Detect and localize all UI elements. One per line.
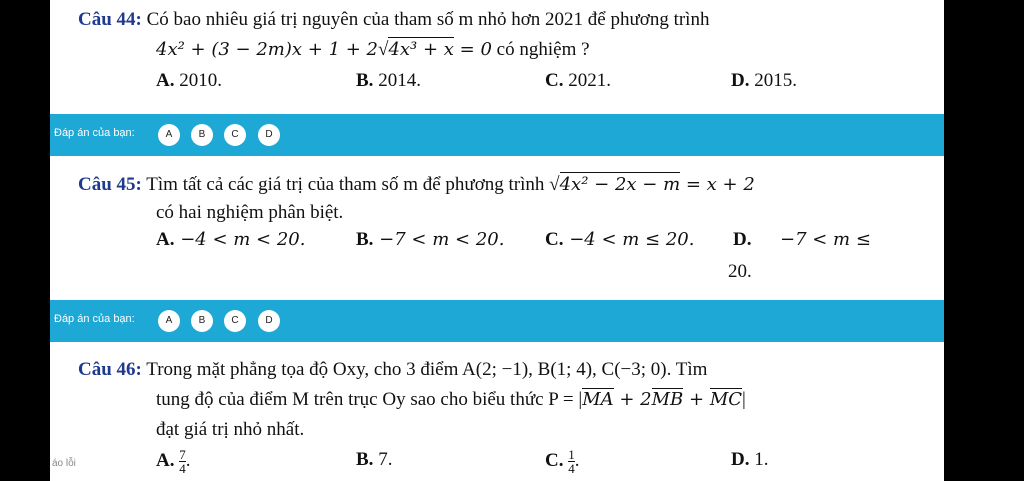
option-b: B. 2014. bbox=[356, 70, 421, 91]
answer-label: Đáp án của bạn: bbox=[54, 127, 135, 139]
choice-d-button[interactable]: D bbox=[258, 310, 280, 332]
option-d: D. 1. bbox=[731, 449, 769, 470]
question-text: Trong mặt phẳng tọa độ Oxy, cho 3 điểm A(2; −1), B(1; 4), C(−3; 0). Tìm bbox=[141, 359, 708, 380]
question-text: Có bao nhiêu giá trị nguyên của tham số m nhỏ hơn 2021 để phương trình bbox=[141, 9, 710, 30]
choice-a-button[interactable]: A bbox=[158, 124, 180, 146]
answer-label: Đáp án của bạn: bbox=[54, 313, 135, 325]
option-a: A. −4 < m < 20. bbox=[156, 229, 306, 250]
question-label: Câu 44: bbox=[78, 9, 142, 30]
option-a: A. $\frac{7}{4}$ . bbox=[156, 447, 191, 476]
choice-b-button[interactable]: B bbox=[191, 124, 213, 146]
equation: 4x² + (3 − 2m)x + 1 + 2√4x³ + x = 0 có nghiệm ? bbox=[156, 39, 590, 60]
choice-b-button[interactable]: B bbox=[191, 310, 213, 332]
option-d-continued: 20. bbox=[728, 261, 752, 282]
choice-c-button[interactable]: C bbox=[224, 124, 246, 146]
choice-c-button[interactable]: C bbox=[224, 310, 246, 332]
question-text-line3: đạt giá trị nhỏ nhất. bbox=[156, 419, 305, 440]
option-b: B. −7 < m < 20. bbox=[356, 229, 505, 250]
choice-a-button[interactable]: A bbox=[158, 310, 180, 332]
option-c: C. 2021. bbox=[545, 70, 611, 91]
option-b: B. 7. bbox=[356, 449, 393, 470]
option-d: D. −7 < m ≤ bbox=[733, 229, 871, 250]
answer-bar bbox=[50, 114, 944, 156]
report-error-link[interactable]: áo lỗi bbox=[52, 458, 76, 469]
choice-d-button[interactable]: D bbox=[258, 124, 280, 146]
option-a: A. 2010. bbox=[156, 70, 222, 91]
option-c: C. $\frac{1}{4}$ . bbox=[545, 447, 580, 476]
quiz-page: Câu 44: Có bao nhiêu giá trị nguyên của tham số m nhỏ hơn 2021 để phương trình 4x² + (3 − 2m)x + 1 + 2√4x³ + x = 0 có nghiệm ? A. 2010. B. 2014. C. 2021. D. 2015. Đáp án của bạn: A B C D Câu 45: Tìm tất cả các giá trị của tham số m để phương trình √4x² − 2x − m = x + 2 có hai nghiệm phân biệt. A. −4 < m < 20. B. −7 < m < 20. C. −4 < m ≤ 20. D. −7 < m ≤ 20. Đáp án của bạn: A B C D Câu 46: Trong mặt phẳng tọa độ Oxy, cho 3 điểm A(2; −1), B(1; 4), C(−3; 0). Tìm tung độ của điểm M trên trục Oy sao cho biểu thức P = |MA + 2MB + MC| đạt giá trị nhỏ nhất. A. $\frac{7}{4}$ . B. 7. C. $\frac{1}{4}$ . D. 1. áo lỗi bbox=[50, 0, 944, 481]
question-text-line2: có hai nghiệm phân biệt. bbox=[156, 202, 344, 223]
question-label: Câu 45: bbox=[78, 174, 142, 195]
question-label: Câu 46: bbox=[78, 359, 142, 380]
option-c: C. −4 < m ≤ 20. bbox=[545, 229, 695, 250]
option-d: D. 2015. bbox=[731, 70, 797, 91]
question-text: Tìm tất cả các giá trị của tham số m để phương trình bbox=[141, 174, 550, 195]
question-text-line2: tung độ của điểm M trên trục Oy sao cho biểu thức P = |MA + 2MB + MC| bbox=[156, 389, 746, 410]
answer-bar bbox=[50, 300, 944, 342]
